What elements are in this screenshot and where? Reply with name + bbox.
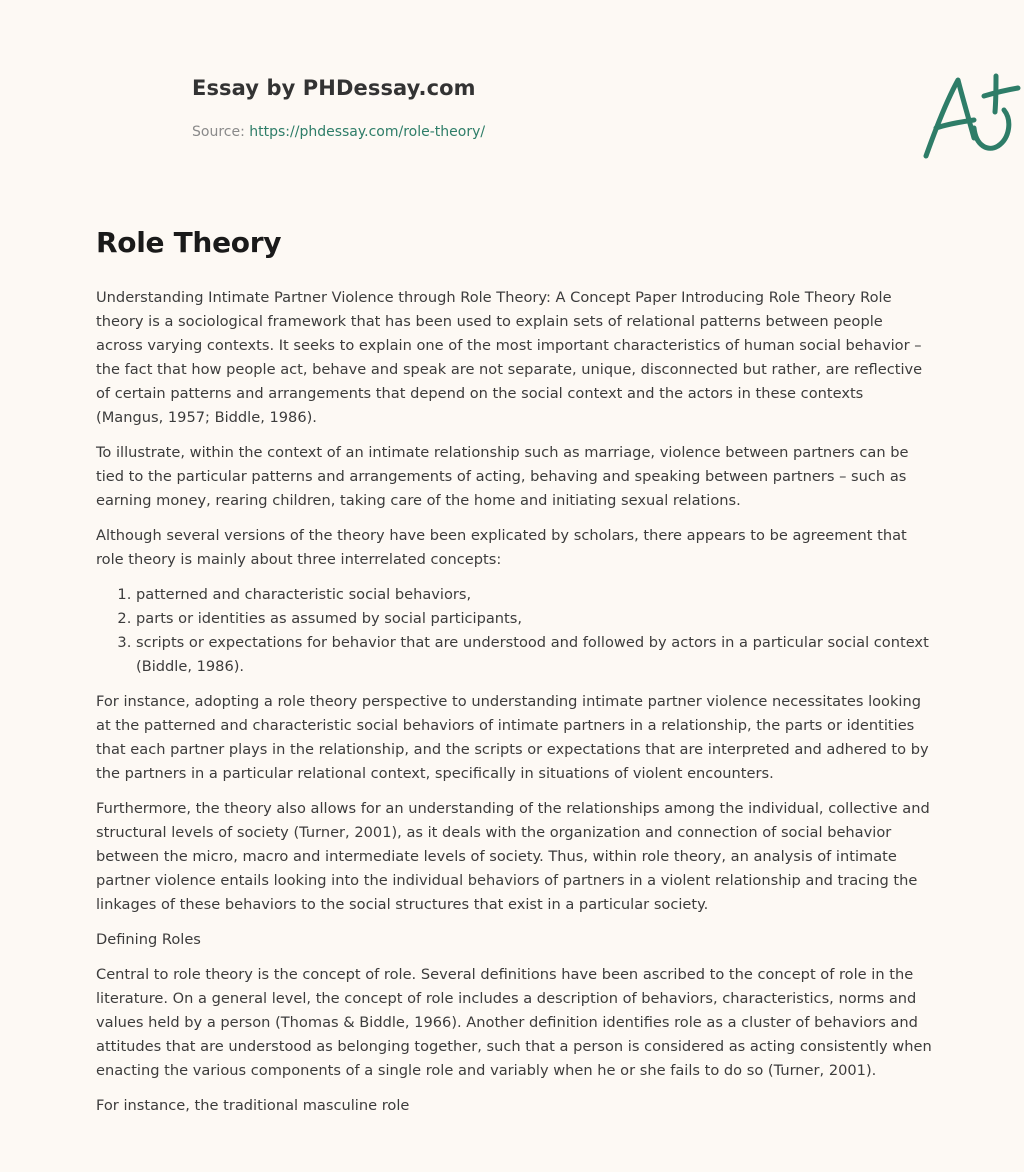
- section-heading-defining-roles: Defining Roles: [96, 931, 201, 948]
- essay-body: [96, 286, 932, 1129]
- a-plus-grade-icon: [918, 68, 1024, 164]
- paragraph: Understanding Intimate Partner Violence through Role Theory: A Concept Paper Introducing Role Theory Role theory is a sociological framework that has been used to explain sets of relational patterns between people across varying contexts. It seeks to explain one of the most important characteristics of human social behavior – the fact that how people act, behave and speak are not separate, unique, disconnected but rather, are reflective of certain patterns and arrangements that depend on the social context and the actors in these contexts (Mangus, 1957; Biddle, 1986).: [96, 289, 923, 426]
- paragraph: For instance, the traditional masculine role: [96, 1097, 410, 1114]
- document-title: Role Theory: [96, 226, 282, 259]
- source-link[interactable]: https://phdessay.com/role-theory/: [249, 124, 486, 140]
- list-item: 1. patterned and characteristic social behaviors,: [136, 583, 932, 607]
- page-header: [96, 0, 928, 190]
- paragraph: Furthermore, the theory also allows for an understanding of the relationships among the individual, collective and structural levels of society (Turner, 2001), as it deals with the organization and connection of social behavior between the micro, macro and intermediate levels of society. Thus, within role theory, an analysis of intimate partner violence entails looking into the individual behaviors of partners in a violent relationship and tracing the linkages of these behaviors to the social structures that exist in a particular society.: [96, 800, 930, 913]
- concepts-list: [96, 583, 932, 679]
- source-line: [192, 124, 485, 140]
- list-item: 2. parts or identities as assumed by social participants,: [136, 607, 932, 631]
- paragraph: To illustrate, within the context of an intimate relationship such as marriage, violence between partners can be tied to the particular patterns and arrangements of acting, behaving and speaking between partners – such as earning money, rearing children, taking care of the home and initiating sexual relations.: [96, 444, 909, 509]
- site-title: Essay by PHDessay.com: [192, 76, 476, 100]
- paragraph: Central to role theory is the concept of role. Several definitions have been ascribed to the concept of role in the literature. On a general level, the concept of role includes a description of behaviors, characteristics, norms and values held by a person (Thomas & Biddle, 1966). Another definition identifies role as a cluster of behaviors and attitudes that are understood as belonging together, such that a person is considered as acting consistently when enacting the various components of a single role and variably when he or she fails to do so (Turner, 2001).: [96, 966, 932, 1079]
- paragraph: For instance, adopting a role theory perspective to understanding intimate partner violence necessitates looking at the patterned and characteristic social behaviors of intimate partners in a relationship, the parts or identities that each partner plays in the relationship, and the scripts or expectations that are interpreted and adhered to by the partners in a particular relational context, specifically in situations of violent encounters.: [96, 693, 929, 782]
- paragraph: Although several versions of the theory have been explicated by scholars, there appears to be agreement that role theory is mainly about three interrelated concepts:: [96, 527, 907, 568]
- source-label: Source:: [192, 124, 245, 140]
- list-item: 3. scripts or expectations for behavior that are understood and followed by actors in a particular social context (Biddle, 1986).: [136, 631, 932, 679]
